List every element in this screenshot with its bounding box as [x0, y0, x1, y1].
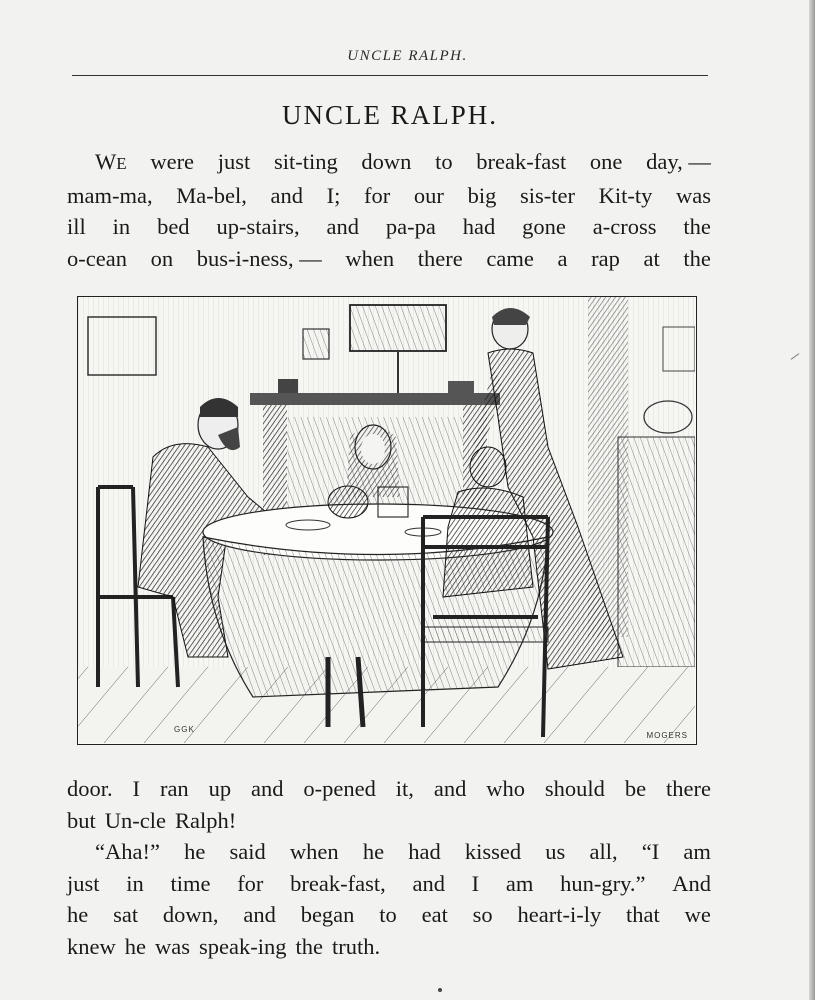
word: and	[243, 902, 276, 927]
word: I	[471, 870, 480, 896]
word: he	[67, 902, 89, 927]
word: a	[557, 245, 568, 271]
engraver-signature-left: GGK	[174, 725, 195, 734]
word: who	[486, 776, 525, 801]
word: up-stairs,	[216, 214, 300, 239]
word: should	[544, 776, 605, 801]
word: the	[683, 214, 711, 239]
word: so	[472, 902, 493, 927]
word: came	[486, 245, 534, 271]
text-line	[67, 899, 711, 931]
word: time	[170, 870, 211, 896]
word: day, —	[646, 149, 711, 174]
word: sat	[113, 902, 139, 927]
page-edge	[809, 0, 815, 1000]
word: just	[67, 870, 100, 896]
word: when	[289, 839, 339, 864]
word: rap	[591, 245, 620, 271]
text-line	[67, 211, 711, 243]
word: was	[676, 182, 711, 208]
word: and	[270, 182, 303, 208]
word: he	[362, 839, 385, 864]
word: o-pened	[303, 776, 376, 801]
word: that	[626, 902, 660, 927]
engraver-signature-right: MOGERS	[646, 731, 688, 740]
engraving-illustration	[77, 296, 697, 745]
word: “Aha!”	[95, 839, 160, 864]
word: in	[126, 870, 144, 896]
word: and	[433, 776, 467, 801]
margin-mark	[791, 353, 800, 360]
word: bus-i-ness, —	[196, 245, 322, 271]
word: it,	[395, 776, 414, 801]
word: ran	[159, 776, 189, 801]
mantelpiece	[250, 393, 500, 405]
word: knew	[67, 933, 116, 959]
text-line	[67, 243, 711, 275]
word: he	[184, 839, 206, 864]
boy-figure	[470, 447, 506, 487]
word: mam-ma,	[67, 182, 153, 208]
small-caps: E	[116, 154, 127, 173]
word: a-cross	[592, 214, 657, 239]
word: big	[467, 182, 497, 208]
word: at	[643, 245, 660, 271]
word: we	[684, 902, 711, 927]
word: in	[112, 214, 131, 239]
word: eat	[421, 902, 448, 927]
word: door.	[67, 776, 113, 801]
text-line	[67, 773, 711, 805]
text-line	[67, 836, 711, 868]
word: Kit-ty	[598, 182, 653, 208]
word: but	[67, 807, 96, 833]
word: hun-gry.”	[560, 870, 646, 896]
text-line	[67, 805, 711, 837]
word: there	[417, 245, 463, 271]
word: he	[124, 933, 146, 959]
paragraph-1	[67, 146, 711, 274]
text-line	[67, 868, 711, 900]
word: for	[237, 870, 264, 896]
word: sis-ter	[519, 182, 575, 208]
word: for	[364, 182, 391, 208]
text-line	[67, 931, 711, 963]
word: down,	[162, 902, 219, 927]
word: pa-pa	[385, 214, 436, 239]
word: I;	[326, 182, 341, 208]
word: be	[624, 776, 647, 801]
word: us	[545, 839, 566, 864]
word: were	[150, 149, 195, 174]
word	[95, 146, 127, 180]
word: and	[412, 870, 445, 896]
word: Un-cle	[104, 807, 166, 833]
word: “I	[641, 839, 660, 864]
word: to	[379, 902, 397, 927]
header-rule	[72, 75, 708, 76]
breakfast-scene-engraving	[78, 297, 695, 743]
word: I	[132, 776, 141, 801]
word: Ma-bel,	[176, 182, 247, 208]
word: down	[361, 149, 412, 174]
word: said	[229, 839, 266, 864]
word: one	[589, 149, 623, 174]
word: just	[217, 149, 251, 174]
word: am	[683, 839, 711, 864]
word: and	[251, 776, 284, 801]
page-dot	[438, 988, 442, 992]
paragraph-3	[67, 836, 711, 962]
text-line	[67, 146, 711, 180]
word: And	[672, 870, 711, 896]
word: am	[505, 870, 534, 896]
word: there	[665, 776, 711, 801]
word: our	[413, 182, 444, 208]
paragraph-2	[67, 773, 711, 836]
word: kissed	[464, 839, 522, 864]
word: break-fast,	[290, 870, 386, 896]
drop-word: W	[95, 149, 117, 174]
word: sit-ting	[273, 149, 338, 174]
wall-frame-small	[303, 329, 329, 359]
word: break-fast	[476, 149, 567, 174]
running-head: UNCLE RALPH.	[347, 48, 468, 64]
word: when	[345, 245, 395, 271]
word: speak-ing	[199, 933, 287, 959]
word: bed	[157, 214, 190, 239]
word: truth.	[331, 933, 381, 959]
word: heart-i-ly	[517, 902, 602, 927]
word: on	[150, 245, 174, 271]
chapter-title: UNCLE RALPH.	[281, 100, 498, 130]
word: all,	[589, 839, 618, 864]
word: began	[300, 902, 355, 927]
word: the	[295, 933, 323, 959]
word: the	[683, 245, 711, 271]
word: gone	[522, 214, 566, 239]
word: was	[155, 933, 190, 959]
word: to	[435, 149, 453, 174]
word: had	[408, 839, 441, 864]
text-line	[67, 180, 711, 212]
word: o-cean	[67, 245, 127, 271]
word: up	[208, 776, 232, 801]
word: had	[462, 214, 496, 239]
word: ill	[67, 214, 86, 239]
word: Ralph!	[174, 807, 237, 833]
wall-frame-center	[350, 305, 446, 351]
word: and	[326, 214, 359, 239]
